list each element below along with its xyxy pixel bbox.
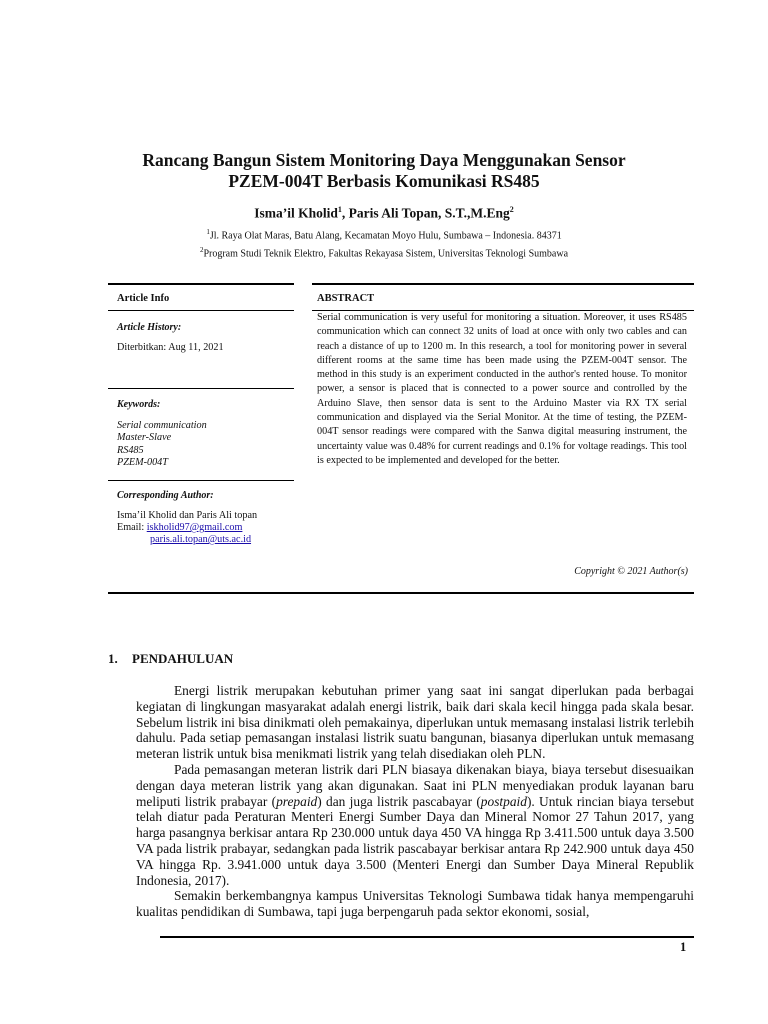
body-paragraph-2 (136, 762, 694, 888)
section-body (136, 683, 694, 920)
affiliation-text-1: Jl. Raya Olat Maras, Batu Alang, Kecamatan Moyo Hulu, Sumbawa – Indonesia. 84371 (209, 230, 562, 242)
article-info-heading: Article Info (117, 293, 170, 304)
abstract-body: Serial communication is very useful for monitoring a situation. Moreover, it uses RS485 communication which can connect 32 units of load at once with only two cables and can reach a distance of up to 1200 m. In this research, a tool for monitoring power in several different rooms at the same time has been made using the PZEM-004T sensor. The method in this study is an experiment conducted in the author's rented house. To monitor power, a sensor is placed that is connected to a power source and controlled by the Arduino Slave, then sensor data is sent to the Arduino Master via RX TX serial communication and displayed via the Serial Monitor. At the time of testing, the PZEM-004T sensor readings were compared with the Sanwa digital measuring instrument, the uncertainty value was 0.48% for current readings and 0.1% for voltage readings. This tool is expected to be implemented and developed for the better. (317, 312, 687, 466)
affiliation-marker-2: 2 (199, 246, 204, 255)
email-link-2[interactable]: paris.ali.topan@uts.ac.id (150, 534, 252, 545)
front-matter-bottom-rule (108, 592, 694, 594)
body-paragraph-1: Energi listrik merupakan kebutuhan primer yang saat ini sangat diperlukan pada berbagai kegiatan di lingkungan masyarakat adalah energi listrik, baik dari skala kecil hingga pada skala besar. Sebelum listrik ini bisa dinikmati oleh pemakainya, diperlukan untuk memasang instalasi listrik terlebih dahulu. Pada setiap pemasangan instalasi listrik suatu bangunan, biasanya diperlukan untuk memasang meteran listrik untuk bisa menikmati listrik yang telah disediakan oleh PLN. (136, 683, 694, 762)
body-paragraph-3: Semakin berkembangnya kampus Universitas Teknologi Sumbawa tidak hanya mempengaruhi kualitas pendidikan di Sumbawa, tapi juga berpengaruh pada sektor ekonomi, sosial, (136, 888, 694, 920)
email-row-2 (150, 534, 251, 546)
author-name-1: Isma’il Kholid (254, 205, 338, 221)
keyword-item: PZEM-004T (117, 457, 168, 469)
abstract-heading: ABSTRACT (317, 293, 375, 304)
paragraph-2-text-c: ). Untuk rincian biaya tersebut telah diatur pada Peraturan Menteri Energi Sumber Daya dan Mineral Nomor 27 Tahun 2017, yang harga pasangnya berkisar antara Rp 230.000 untuk daya 450 VA hingga Rp 3.411.500 untuk daya 3.500 VA pada listrik prabayar, sedangkan pada listrik pascabayar berkisar antara Rp 242.900 untuk daya 450 VA hingga Rp. 3.941.000 untuk daya 3.500 (Menteri Energi dan Sumber Daya Mineral Republik Indonesia, 2017). (136, 793, 694, 888)
author-affil-marker-2: 2 (509, 205, 514, 214)
author-name-2: Paris Ali Topan, S.T.,M.Eng (348, 205, 510, 221)
footer-rule (160, 936, 694, 938)
article-history-label: Article History: (117, 322, 182, 333)
section-number: 1. (108, 651, 118, 666)
keyword-item: Master-Slave (117, 432, 172, 444)
page-number: 1 (680, 940, 687, 954)
term-postpaid: postpaid (480, 793, 527, 809)
publication-date: Diterbitkan: Aug 11, 2021 (117, 342, 224, 353)
affiliation-list (100, 225, 668, 262)
section-title: PENDAHULUAN (132, 651, 234, 666)
corresponding-author-names: Isma’il Kholid dan Paris Ali topan (117, 510, 258, 521)
affiliation-text-2: Program Studi Teknik Elektro, Fakultas Rekayasa Sistem, Universitas Teknologi Sumbawa (203, 248, 569, 260)
author-affil-marker-1: 1 (337, 205, 342, 214)
paper-title-line-1: Rancang Bangun Sistem Monitoring Daya Menggunakan Sensor (142, 150, 626, 170)
affiliation-marker-1: 1 (206, 228, 210, 236)
affiliation-1 (100, 225, 668, 243)
email-label: Email: (117, 522, 147, 533)
keyword-list (117, 420, 207, 470)
paper-title-line-2: PZEM-004T Berbasis Komunikasi RS485 (228, 171, 540, 191)
keywords-divider (108, 480, 294, 481)
corresponding-author-label: Corresponding Author: (117, 490, 214, 501)
paper-title (100, 150, 668, 192)
keywords-label: Keywords: (117, 399, 161, 410)
info-top-rule (108, 283, 294, 285)
paragraph-2-text-b: ) dan juga listrik pascabayar ( (317, 793, 481, 809)
abstract-top-rule (312, 283, 694, 285)
paragraph-2-text-a: Pada pemasangan meteran listrik dari PLN biasaya dikenakan biaya, biaya tersebut disesuaikan dengan daya meteran listrik yang akan digunakan. Saat ini PLN menyediakan produk layanan baru meliputi listrik prabayar ( (136, 761, 694, 809)
info-heading-rule (108, 310, 294, 311)
author-list (100, 205, 668, 222)
affiliation-2 (100, 243, 668, 261)
section-heading (108, 651, 233, 667)
author-separator: , (341, 205, 349, 221)
keyword-item: RS485 (117, 444, 144, 456)
email-row (117, 522, 242, 534)
copyright-notice: Copyright © 2021 Author(s) (574, 566, 688, 577)
email-link-1[interactable]: iskholid97@gmail.com (146, 522, 243, 533)
keyword-item: Serial communication (117, 420, 207, 431)
history-divider (108, 388, 294, 389)
term-prepaid: prepaid (276, 793, 318, 809)
